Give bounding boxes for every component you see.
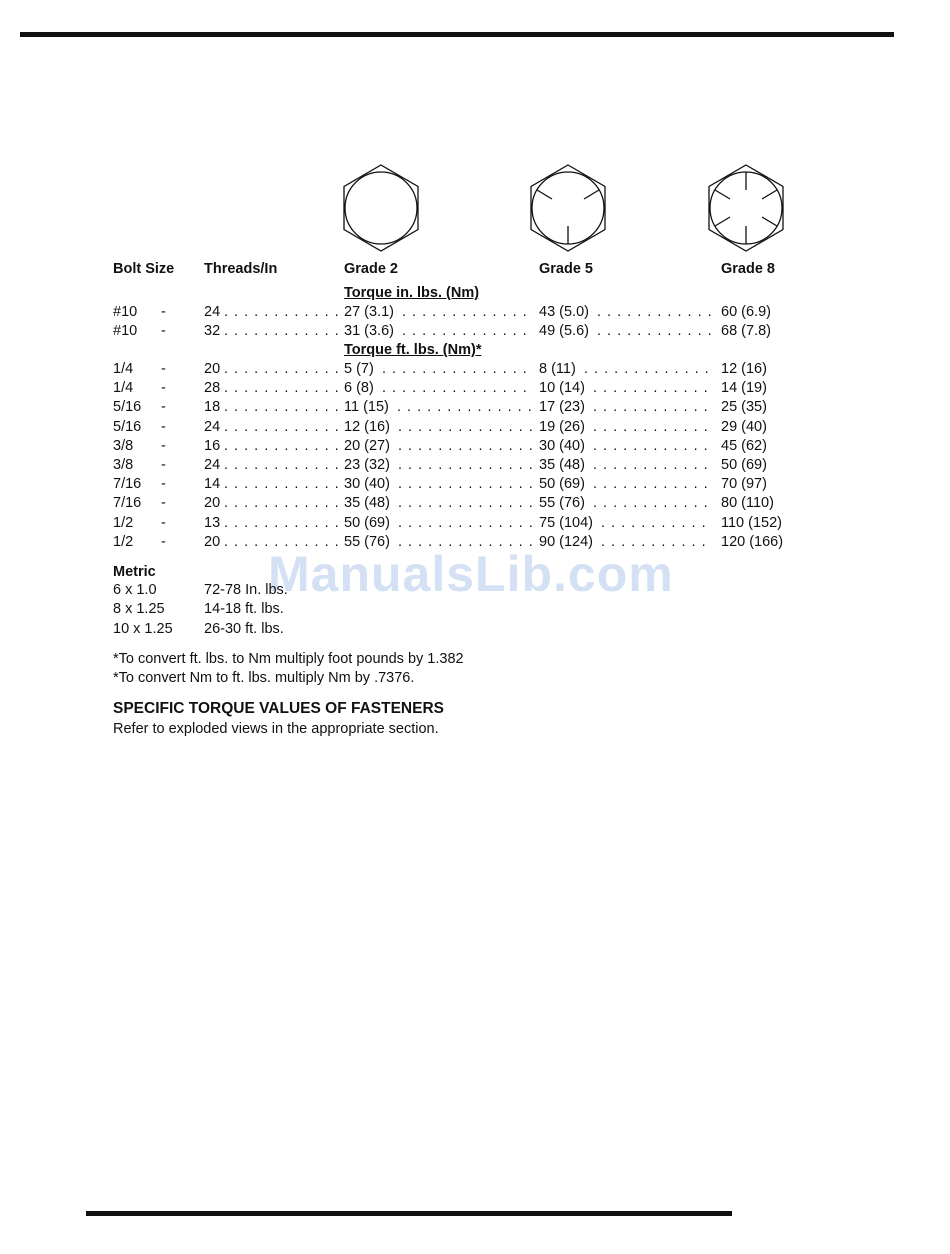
cell-bolt-size: 5/16	[113, 399, 142, 415]
metric-title: Metric	[113, 564, 156, 580]
leader-dots	[398, 437, 532, 456]
cell-grade2: 31 (3.6)	[344, 323, 394, 339]
cell-dash: -	[161, 361, 166, 377]
header-bolt-size: Bolt Size	[113, 261, 175, 277]
cell-bolt-size: 1/4	[113, 361, 134, 377]
leader-dots	[224, 398, 338, 417]
leader-dots	[402, 322, 532, 341]
metric-value: 14-18 ft. lbs.	[204, 601, 284, 617]
cell-threads: 20	[204, 495, 221, 511]
conversion-note: *To convert Nm to ft. lbs. multiply Nm by .7376.	[113, 670, 415, 686]
cell-grade2: 27 (3.1)	[344, 304, 394, 320]
metric-value: 26-30 ft. lbs.	[204, 621, 284, 637]
cell-bolt-size: 1/2	[113, 534, 134, 550]
cell-threads: 20	[204, 534, 221, 550]
cell-grade5: 10 (14)	[539, 380, 585, 396]
cell-dash: -	[161, 457, 166, 473]
cell-dash: -	[161, 399, 166, 415]
cell-threads: 24	[204, 419, 221, 435]
specific-torque-text: Refer to exploded views in the appropriate section.	[113, 721, 439, 737]
cell-dash: -	[161, 515, 166, 531]
cell-grade5: 17 (23)	[539, 399, 585, 415]
cell-grade8: 50 (69)	[721, 457, 767, 473]
cell-threads: 32	[204, 323, 221, 339]
cell-threads: 24	[204, 304, 221, 320]
cell-grade2: 6 (8)	[344, 380, 374, 396]
leader-dots	[224, 303, 338, 322]
cell-threads: 18	[204, 399, 221, 415]
header-grade2: Grade 2	[344, 261, 398, 277]
cell-grade2: 12 (16)	[344, 419, 390, 435]
leader-dots	[224, 456, 338, 475]
cell-bolt-size: 7/16	[113, 495, 142, 511]
leader-dots	[593, 398, 712, 417]
specific-torque-title: SPECIFIC TORQUE VALUES OF FASTENERS	[113, 700, 444, 717]
leader-dots	[593, 418, 712, 437]
leader-dots	[398, 494, 532, 513]
cell-dash: -	[161, 304, 166, 320]
metric-size: 8 x 1.25	[113, 601, 165, 617]
metric-size: 10 x 1.25	[113, 621, 173, 637]
cell-grade2: 35 (48)	[344, 495, 390, 511]
cell-threads: 16	[204, 438, 221, 454]
cell-grade8: 29 (40)	[721, 419, 767, 435]
cell-threads: 24	[204, 457, 221, 473]
cell-threads: 28	[204, 380, 221, 396]
table-row	[0, 322, 950, 341]
cell-dash: -	[161, 495, 166, 511]
cell-dash: -	[161, 476, 166, 492]
cell-dash: -	[161, 323, 166, 339]
cell-bolt-size: #10	[113, 304, 138, 320]
cell-grade8: 68 (7.8)	[721, 323, 771, 339]
cell-grade8: 60 (6.9)	[721, 304, 771, 320]
grade5-bolt-head-icon	[529, 164, 607, 252]
top-rule	[20, 32, 894, 37]
table-row	[0, 303, 950, 322]
cell-grade5: 19 (26)	[539, 419, 585, 435]
table-row	[0, 494, 950, 513]
cell-grade2: 50 (69)	[344, 515, 390, 531]
leader-dots	[398, 418, 532, 437]
cell-grade8: 110 (152)	[721, 515, 782, 531]
section-ftlbs-heading: Torque ft. lbs. (Nm)*	[344, 342, 482, 358]
cell-grade5: 49 (5.6)	[539, 323, 589, 339]
cell-grade5: 35 (48)	[539, 457, 585, 473]
leader-dots	[593, 456, 712, 475]
cell-grade5: 43 (5.0)	[539, 304, 589, 320]
cell-dash: -	[161, 534, 166, 550]
leader-dots	[402, 303, 532, 322]
leader-dots	[382, 360, 532, 379]
section-inlbs-heading: Torque in. lbs. (Nm)	[344, 285, 480, 301]
cell-bolt-size: 5/16	[113, 419, 142, 435]
cell-grade8: 14 (19)	[721, 380, 767, 396]
leader-dots	[224, 475, 338, 494]
leader-dots	[593, 475, 712, 494]
leader-dots	[584, 360, 712, 379]
cell-bolt-size: 1/4	[113, 380, 134, 396]
metric-value: 72-78 In. lbs.	[204, 582, 288, 598]
table-row	[0, 418, 950, 437]
leader-dots	[593, 437, 712, 456]
cell-dash: -	[161, 438, 166, 454]
table-row	[0, 514, 950, 533]
leader-dots	[224, 437, 338, 456]
leader-dots	[398, 475, 532, 494]
cell-grade5: 8 (11)	[539, 361, 576, 377]
table-row	[0, 437, 950, 456]
leader-dots	[397, 398, 532, 417]
grade2-bolt-head-icon	[342, 164, 420, 252]
table-row	[0, 456, 950, 475]
table-row	[0, 475, 950, 494]
cell-dash: -	[161, 419, 166, 435]
leader-dots	[597, 303, 712, 322]
cell-grade8: 45 (62)	[721, 438, 767, 454]
table-row	[0, 398, 950, 417]
cell-threads: 14	[204, 476, 221, 492]
leader-dots	[382, 379, 532, 398]
bottom-rule	[86, 1211, 732, 1216]
cell-grade5: 50 (69)	[539, 476, 585, 492]
cell-grade2: 5 (7)	[344, 361, 374, 377]
watermark: ManualsLib.com	[268, 546, 674, 602]
leader-dots	[224, 360, 338, 379]
leader-dots	[601, 514, 712, 533]
leader-dots	[398, 514, 532, 533]
leader-dots	[224, 322, 338, 341]
cell-grade5: 75 (104)	[539, 515, 594, 531]
cell-bolt-size: 3/8	[113, 457, 134, 473]
cell-grade5: 30 (40)	[539, 438, 585, 454]
cell-grade2: 30 (40)	[344, 476, 390, 492]
cell-grade2: 23 (32)	[344, 457, 390, 473]
cell-bolt-size: #10	[113, 323, 138, 339]
leader-dots	[593, 494, 712, 513]
metric-size: 6 x 1.0	[113, 582, 157, 598]
cell-dash: -	[161, 380, 166, 396]
leader-dots	[224, 418, 338, 437]
cell-bolt-size: 7/16	[113, 476, 142, 492]
cell-grade8: 120 (166)	[721, 534, 784, 550]
cell-bolt-size: 1/2	[113, 515, 134, 531]
leader-dots	[597, 322, 712, 341]
leader-dots	[224, 494, 338, 513]
grade8-bolt-head-icon	[707, 164, 785, 252]
header-grade5: Grade 5	[539, 261, 593, 277]
header-grade8: Grade 8	[721, 261, 775, 277]
cell-grade2: 20 (27)	[344, 438, 390, 454]
conversion-note: *To convert ft. lbs. to Nm multiply foot pounds by 1.382	[113, 651, 464, 667]
leader-dots	[593, 379, 712, 398]
cell-threads: 13	[204, 515, 221, 531]
leader-dots	[224, 379, 338, 398]
cell-grade2: 55 (76)	[344, 534, 390, 550]
table-row	[0, 379, 950, 398]
cell-grade8: 25 (35)	[721, 399, 767, 415]
leader-dots	[398, 456, 532, 475]
header-threads: Threads/In	[204, 261, 278, 277]
cell-grade8: 12 (16)	[721, 361, 767, 377]
leader-dots	[224, 514, 338, 533]
cell-grade2: 11 (15)	[344, 399, 389, 415]
cell-grade8: 80 (110)	[721, 495, 774, 511]
table-row	[0, 360, 950, 379]
cell-grade8: 70 (97)	[721, 476, 767, 492]
cell-bolt-size: 3/8	[113, 438, 134, 454]
cell-threads: 20	[204, 361, 221, 377]
cell-grade5: 90 (124)	[539, 534, 594, 550]
cell-grade5: 55 (76)	[539, 495, 585, 511]
